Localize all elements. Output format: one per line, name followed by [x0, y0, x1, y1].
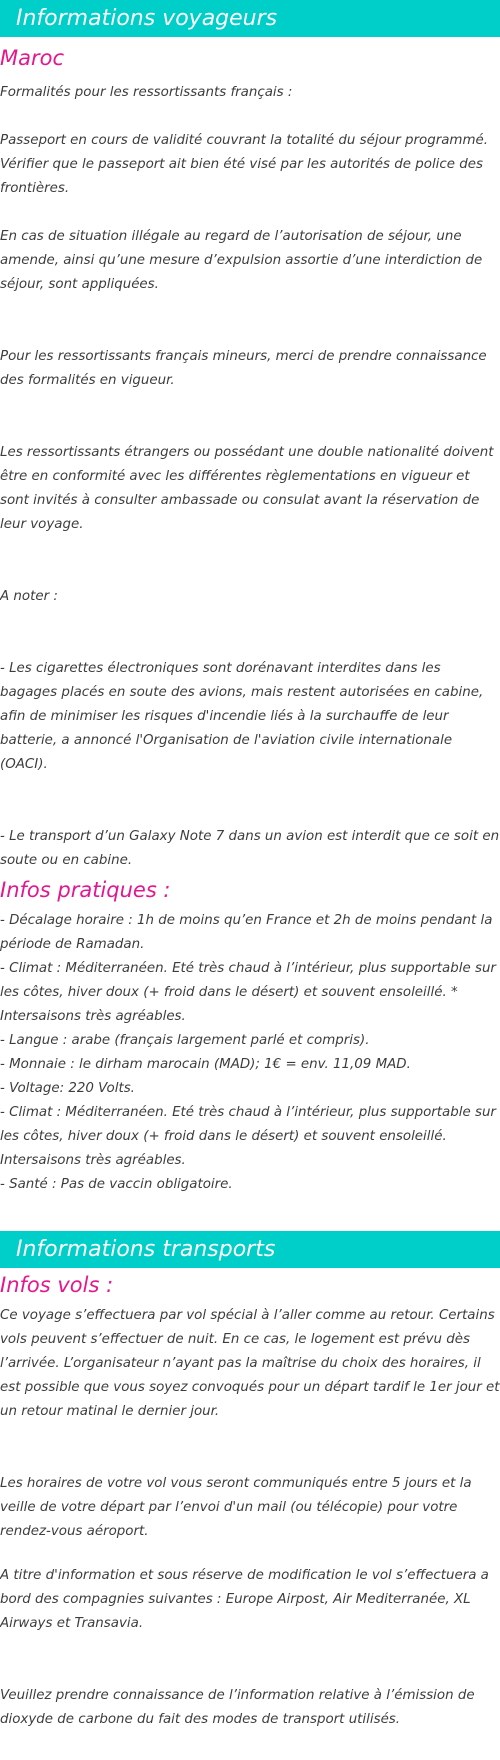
galaxy-note-paragraph: - Le transport d’un Galaxy Note 7 dans un avion est interdit que ce soit en soute ou en cabine. — [0, 829, 500, 868]
spacer — [0, 777, 500, 825]
spacer — [0, 105, 500, 129]
spacer — [0, 1424, 500, 1472]
spacer — [0, 297, 500, 345]
list-item-climat: - Climat : Méditerranéen. Eté très chaud à l’intérieur, plus supportable sur les côtes, hiver doux (+ froid dans le désert) et souvent ensoleillé. * Intersaisons très agréables. — [0, 961, 496, 1024]
infos-pratiques-list — [0, 909, 500, 1197]
airlines-paragraph: A titre d'information et sous réserve de modification le vol s’effectuera a bord des compagnies suivantes : Europe Airpost, Air Mediterranée, XL Airways et Transavia. — [0, 1568, 489, 1631]
illegal-stay-paragraph: En cas de situation illégale au regard de l’autorisation de séjour, une amende, ainsi qu’une mesure d’expulsion assortie d’une interdiction de séjour, sont appliquées. — [0, 229, 483, 292]
spacer — [0, 393, 500, 441]
co2-paragraph: Veuillez prendre connaissance de l’information relative à l’émission de dioxyde de carbone du fait des modes de transport utilisés. — [0, 1688, 475, 1727]
list-item-langue: - Langue : arabe (français largement parlé et compris). — [0, 1033, 370, 1048]
formalites-intro: Formalités pour les ressortissants français : — [0, 85, 293, 100]
list-item-decalage: - Décalage horaire : 1h de moins qu’en France et 2h de moins pendant la période de Ramadan. — [0, 913, 493, 952]
list-item-climat-2: - Climat : Méditerranéen. Eté très chaud à l’intérieur, plus supportable sur les côtes, hiver doux (+ froid dans le désert) et souvent ensoleillé. Intersaisons très agréables. — [0, 1105, 496, 1168]
minors-paragraph: Pour les ressortissants français mineurs, merci de prendre connaissance des formalités en vigueur. — [0, 349, 487, 388]
list-item-voltage: - Voltage: 220 Volts. — [0, 1081, 135, 1096]
list-item-monnaie: - Monnaie : le dirham marocain (MAD); 1€ = env. 11,09 MAD. — [0, 1057, 411, 1072]
passport-paragraph: Passeport en cours de validité couvrant la totalité du séjour programmé. Vérifier que le passeport ait bien été visé par les autorités de police des frontières. — [0, 133, 489, 196]
e-cigarettes-paragraph: - Les cigarettes électroniques sont dorénavant interdites dans les bagages placés en soute des avions, mais restent autorisées en cabine, afin de minimiser les risques d'incendie liés à la surchauffe de leur batterie, a annoncé l'Organisation de l'aviation civile internationale (OACI). — [0, 661, 484, 772]
spacer — [0, 201, 500, 225]
note-label: A noter : — [0, 589, 58, 604]
spacer — [0, 537, 500, 585]
infos-pratiques-heading: Infos pratiques : — [0, 878, 171, 902]
spacer — [0, 1544, 500, 1564]
flight-schedule-paragraph: Les horaires de votre vol vous seront communiqués entre 5 jours et la veille de votre départ par l’envoi d'un mail (ou télécopie) pour votre rendez-vous aéroport. — [0, 1476, 472, 1539]
foreign-nationals-paragraph: Les ressortissants étrangers ou possédant une double nationalité doivent être en conformité avec les différentes règlementations en vigueur et sont invités à consulter ambassade ou consulat avant la réservation de leur voyage. — [0, 445, 494, 532]
special-flight-paragraph: Ce voyage s’effectuera par vol spécial à l’aller comme au retour. Certains vols peuvent s’effectuer de nuit. En ce cas, le logement est prévu dès l’arrivée. L’organisateur n’ayant pas la maîtrise du choix des horaires, il est possible que vous soyez convoqués pour un départ tardif le 1er jour et un retour matinal le dernier jour. — [0, 1308, 500, 1419]
section-header-transports: Informations transports — [0, 1231, 500, 1268]
spacer — [0, 609, 500, 657]
spacer — [0, 1636, 500, 1684]
list-item-sante: - Santé : Pas de vaccin obligatoire. — [0, 1177, 233, 1192]
country-heading: Maroc — [0, 46, 65, 70]
section-header-voyageurs: Informations voyageurs — [0, 0, 500, 37]
infos-vols-heading: Infos vols : — [0, 1273, 114, 1297]
